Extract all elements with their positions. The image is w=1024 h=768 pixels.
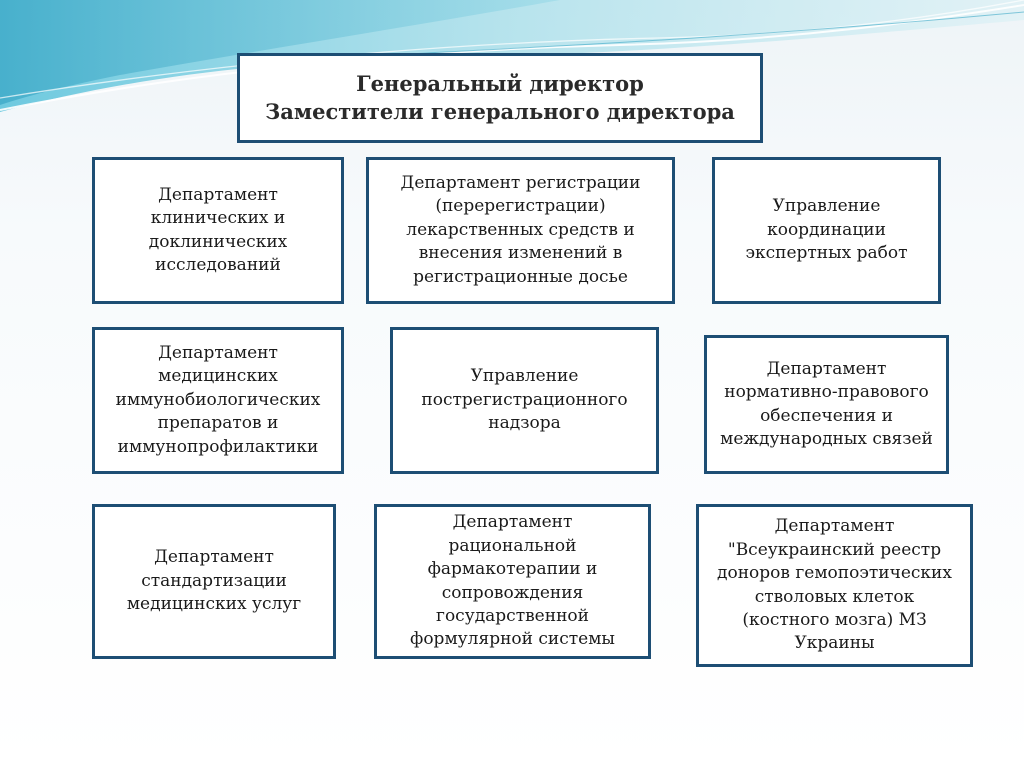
dept-legal-international xyxy=(704,335,949,474)
dept-label: Департамент регистрации (перерегистрации) лекарственных средств и внесения изменений в регистрационные досье xyxy=(400,172,641,287)
dept-pharmacotherapy xyxy=(374,504,651,659)
dept-label: Департамент рациональной фармакотерапии и сопровождения государственной формулярной системы xyxy=(410,512,615,650)
dept-label: Департамент нормативно-правового обеспечения и международных связей xyxy=(720,358,933,449)
dept-immunobiological xyxy=(92,327,344,474)
dept-label: Департамент стандартизации медицинских услуг xyxy=(126,547,302,615)
general-director-box xyxy=(237,53,763,143)
dept-clinical-research xyxy=(92,157,344,304)
deputies-title: Заместители генерального директора xyxy=(265,99,735,124)
dept-standardization xyxy=(92,504,336,659)
dept-expert-coordination xyxy=(712,157,941,304)
dept-label: Управление пострегистрационного надзора xyxy=(421,366,628,434)
dept-post-registration xyxy=(390,327,659,474)
general-director-title: Генеральный директор xyxy=(356,71,644,97)
dept-label: Управление координации экспертных работ xyxy=(745,196,908,264)
dept-label: Департамент "Всеукраинский реестр доноров гемопоэтических стволовых клеток (костного мозга) МЗ Украины xyxy=(717,516,952,654)
dept-label: Департамент медицинских иммунобиологических препаратов и иммунопрофилактики xyxy=(115,342,321,457)
dept-donor-registry xyxy=(696,504,973,667)
dept-label: Департамент клинических и доклинических исследований xyxy=(148,184,288,275)
dept-registration xyxy=(366,157,675,304)
